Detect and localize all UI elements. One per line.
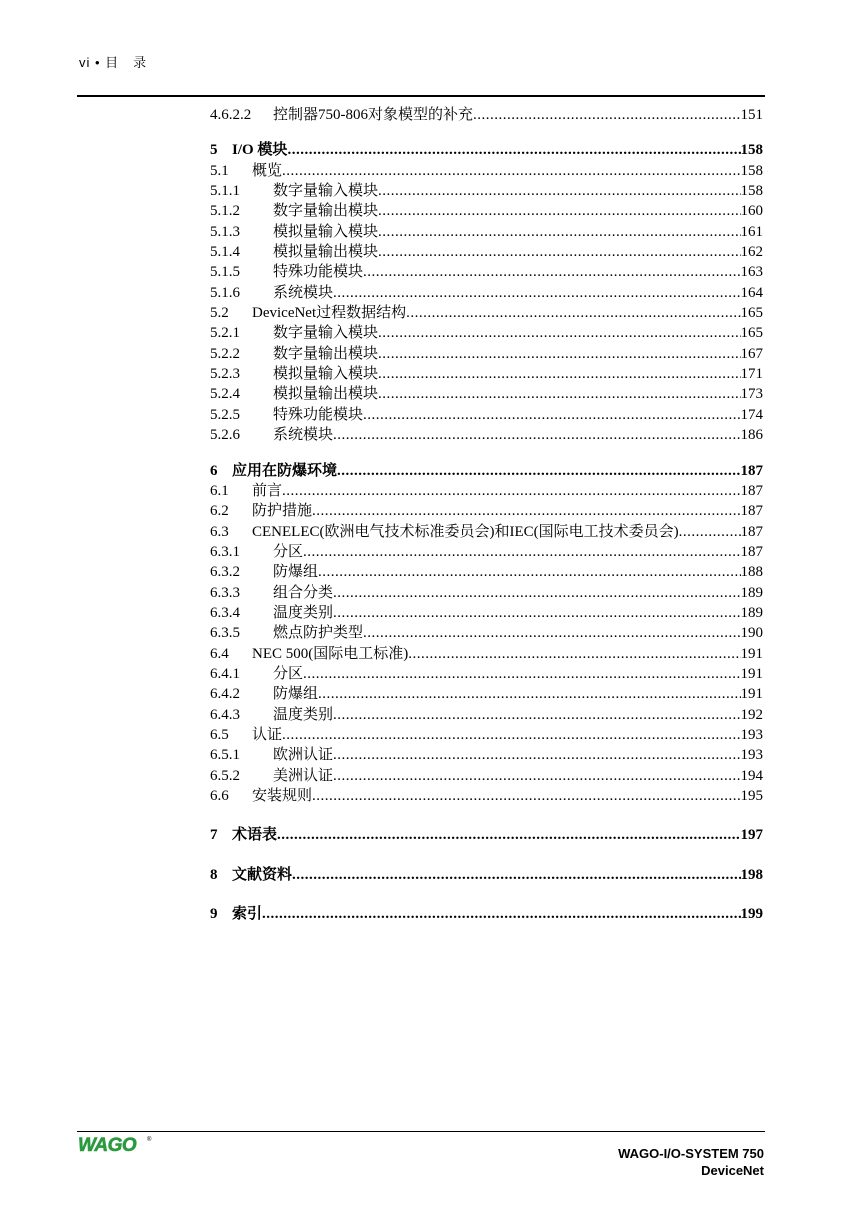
toc-dot-leader [679, 522, 741, 542]
toc-entry-number: 5.2.3 [210, 366, 240, 383]
footer-rule [77, 1131, 765, 1132]
toc-entry-page: 189 [740, 584, 763, 601]
toc-entry-title: 模拟量输出模块 [273, 244, 379, 261]
toc-entry-number: 5.2.2 [210, 345, 240, 362]
toc-entry-number: 6.1 [210, 482, 229, 499]
toc-dot-leader [312, 501, 740, 521]
toc-entry-page: 165 [740, 305, 763, 322]
toc-entry-title: 防爆组 [273, 564, 319, 581]
toc-entry-page: 167 [740, 345, 763, 362]
toc-entry[interactable] [210, 725, 763, 745]
toc-entry-title: 系统模块 [273, 427, 334, 444]
toc-entry-page: 161 [740, 223, 763, 240]
toc-entry-page: 191 [740, 665, 763, 682]
toc-entry[interactable] [210, 161, 763, 181]
toc-entry-page: 192 [740, 706, 763, 723]
toc-dot-leader [333, 425, 740, 445]
toc-dot-leader [378, 201, 740, 221]
svg-text:®: ® [147, 1137, 152, 1143]
toc-entry-title: 模拟量输入模块 [273, 223, 379, 240]
toc-chapter-page: 158 [740, 142, 763, 159]
wago-logo-text: WAGO [78, 1135, 137, 1154]
toc-entry[interactable] [210, 364, 763, 384]
toc-entry-title: 数字量输入模块 [273, 325, 379, 342]
toc-dot-leader [318, 562, 740, 582]
toc-dot-leader [406, 303, 740, 323]
toc-dot-leader [318, 684, 740, 704]
toc-chapter-title: 文献资料 [232, 866, 293, 883]
toc-entry-number: 6.3.3 [210, 584, 240, 601]
toc-dot-leader [363, 405, 740, 425]
toc-chapter-title: I/O 模块 [232, 142, 288, 159]
toc-entry[interactable] [210, 644, 763, 664]
toc-dot-leader [303, 664, 740, 684]
toc-entry-number: 5.1.1 [210, 183, 240, 200]
toc-dot-leader [378, 242, 740, 262]
toc-chapter-number: 6 [210, 462, 218, 479]
toc-entry[interactable] [210, 501, 763, 521]
toc-dot-leader [333, 603, 740, 623]
toc-entry-title: 系统模块 [273, 284, 334, 301]
toc-entry-title: 控制器750-806对象模型的补充 [273, 107, 473, 123]
toc-entry-title: NEC 500(国际电工标准) [252, 645, 409, 662]
toc-entry[interactable] [210, 105, 763, 125]
toc-entry[interactable] [210, 542, 763, 562]
toc-chapter-8[interactable] [210, 865, 763, 885]
toc-entry-number: 6.4 [210, 645, 229, 662]
toc-entry-page: 195 [740, 788, 763, 804]
toc-entry-page: 190 [740, 625, 763, 642]
toc-entry-page: 188 [740, 564, 763, 581]
toc-chapter-title: 应用在防爆环境 [232, 462, 338, 479]
toc-chapter-number: 7 [210, 827, 218, 844]
toc-entry[interactable] [210, 623, 763, 643]
toc-spacer [210, 846, 763, 865]
toc-entry-title: 模拟量输出模块 [273, 386, 379, 403]
toc-entry[interactable] [210, 425, 763, 445]
toc-entry-title: 温度类别 [273, 604, 334, 621]
toc-entry-page: 187 [740, 523, 763, 540]
toc-entry-title: DeviceNet过程数据结构 [252, 305, 407, 322]
toc-entry-page: 187 [740, 482, 763, 499]
toc-entry-number: 6.3.1 [210, 543, 240, 560]
toc-entry[interactable] [210, 323, 763, 343]
toc-entry-number: 5.1.2 [210, 203, 240, 220]
toc-spacer [210, 806, 763, 825]
toc-entry-number: 5.1.6 [210, 284, 240, 301]
footer-product-name: DeviceNet [701, 1163, 764, 1178]
toc-entry-number: 5.1.5 [210, 264, 240, 281]
toc-entry[interactable] [210, 664, 763, 684]
header-rule [77, 95, 765, 97]
toc-entry[interactable] [210, 384, 763, 404]
toc-entry-title: 分区 [273, 543, 304, 560]
toc-entry-page: 151 [740, 107, 763, 123]
toc-entry-title: 数字量输出模块 [273, 203, 379, 220]
toc-chapter-7[interactable] [210, 825, 763, 845]
toc-entry-page: 174 [740, 406, 763, 423]
toc-dot-leader [262, 904, 740, 924]
toc-entry-number: 6.2 [210, 503, 229, 520]
toc-entry-number: 5.1.4 [210, 244, 240, 261]
toc-entry-page: 173 [740, 386, 763, 403]
toc-entry[interactable] [210, 786, 763, 806]
toc-entry[interactable] [210, 303, 763, 323]
toc-entry-title: 数字量输出模块 [273, 345, 379, 362]
toc-spacer [210, 885, 763, 904]
toc-entry-page: 162 [740, 244, 763, 261]
toc-entry-number: 6.4.2 [210, 686, 240, 703]
toc-entry-title: 分区 [273, 665, 304, 682]
toc-dot-leader [378, 222, 740, 242]
toc-entry-title: 燃点防护类型 [273, 625, 364, 642]
toc-entry-page: 165 [740, 325, 763, 342]
toc-entry[interactable] [210, 766, 763, 786]
toc-entry-page: 171 [740, 366, 763, 383]
toc-dot-leader [378, 323, 740, 343]
toc-entry-title: 前言 [252, 482, 283, 499]
toc-entry[interactable] [210, 583, 763, 603]
toc-entry-page: 163 [740, 264, 763, 281]
toc-entry-title: 温度类别 [273, 706, 334, 723]
toc-entry-title: 欧洲认证 [273, 747, 334, 764]
toc-entry-title: 防爆组 [273, 686, 319, 703]
toc-entry-number: 5.1.3 [210, 223, 240, 240]
toc-entry-number: 5.2.1 [210, 325, 240, 342]
toc-entry[interactable] [210, 684, 763, 704]
toc-dot-leader [473, 105, 741, 125]
toc-entry-page: 191 [740, 686, 763, 703]
toc-entry[interactable] [210, 262, 763, 282]
toc-entry[interactable] [210, 344, 763, 364]
toc-chapter-6[interactable] [210, 461, 763, 481]
toc-dot-leader [282, 161, 740, 181]
toc-entry-number: 6.3.2 [210, 564, 240, 581]
toc-dot-leader [363, 262, 740, 282]
toc-entry-page: 158 [740, 183, 763, 200]
toc-entry-number: 6.5 [210, 726, 229, 743]
toc-dot-leader [282, 725, 740, 745]
toc-entry-page: 160 [740, 203, 763, 220]
toc-entry-page: 193 [740, 726, 763, 743]
toc-dot-leader [292, 865, 740, 885]
toc-entry-number: 6.6 [210, 788, 229, 804]
toc-entry-page: 158 [740, 162, 763, 179]
toc-spacer [210, 446, 763, 461]
toc-entry-page: 187 [740, 503, 763, 520]
toc-chapter-page: 198 [740, 866, 763, 883]
toc-dot-leader [333, 283, 740, 303]
toc-entry-title: 概览 [252, 162, 283, 179]
toc-entry-page: 191 [740, 645, 763, 662]
toc-entry-title: 数字量输入模块 [273, 183, 379, 200]
toc-entry[interactable] [210, 181, 763, 201]
toc-entry-page: 164 [740, 284, 763, 301]
toc-entry-number: 5.1 [210, 162, 229, 179]
toc-entry-page: 186 [740, 427, 763, 444]
toc-entry-number: 6.5.1 [210, 747, 240, 764]
toc-entry[interactable] [210, 405, 763, 425]
toc-entry-page: 193 [740, 747, 763, 764]
footer-system-name: WAGO-I/O-SYSTEM 750 [618, 1146, 764, 1161]
toc-entry[interactable] [210, 283, 763, 303]
toc-dot-leader [303, 542, 740, 562]
toc-entry-page: 189 [740, 604, 763, 621]
toc-dot-leader [333, 705, 740, 725]
toc-entry[interactable] [210, 562, 763, 582]
toc-chapter-5[interactable] [210, 140, 763, 160]
toc-chapter-number: 5 [210, 142, 218, 159]
table-of-contents [210, 105, 763, 924]
toc-entry[interactable] [210, 222, 763, 242]
toc-dot-leader [287, 140, 740, 160]
toc-chapter-page: 197 [740, 827, 763, 844]
toc-entry-title: 组合分类 [273, 584, 334, 601]
toc-dot-leader [378, 344, 740, 364]
toc-entry-page: 187 [740, 543, 763, 560]
toc-entry[interactable] [210, 481, 763, 501]
page-footer [618, 1145, 764, 1179]
toc-chapter-title: 术语表 [232, 827, 278, 844]
toc-dot-leader [378, 384, 740, 404]
toc-chapter-9[interactable] [210, 904, 763, 924]
toc-entry-number: 6.3 [210, 523, 229, 540]
toc-entry-title: 模拟量输入模块 [273, 366, 379, 383]
toc-chapter-number: 9 [210, 906, 218, 923]
toc-entry-title: 特殊功能模块 [273, 264, 364, 281]
toc-entry-number: 5.2.6 [210, 427, 240, 444]
toc-entry-number: 6.4.1 [210, 665, 240, 682]
page-header-label: vi • 目 录 [79, 55, 148, 70]
toc-dot-leader [312, 786, 740, 806]
toc-dot-leader [333, 766, 740, 786]
toc-dot-leader [378, 181, 740, 201]
toc-dot-leader [378, 364, 740, 384]
toc-dot-leader [282, 481, 740, 501]
toc-chapter-title: 索引 [232, 906, 263, 923]
wago-logo [78, 1134, 154, 1154]
toc-entry-number: 4.6.2.2 [210, 107, 252, 123]
toc-entry-number: 6.3.4 [210, 604, 240, 621]
toc-entry-title: 特殊功能模块 [273, 406, 364, 423]
toc-entry-page: 194 [740, 767, 763, 784]
toc-entry[interactable] [210, 242, 763, 262]
toc-entry[interactable] [210, 745, 763, 765]
toc-entry-title: CENELEC(欧洲电气技术标准委员会)和IEC(国际电工技术委员会) [252, 523, 679, 540]
toc-entry-number: 5.2.4 [210, 386, 240, 403]
toc-entry-title: 认证 [252, 726, 283, 743]
toc-entry-number: 5.2.5 [210, 406, 240, 423]
toc-entry[interactable] [210, 522, 763, 542]
toc-entry-number: 6.5.2 [210, 767, 240, 784]
toc-entry[interactable] [210, 705, 763, 725]
toc-entry-title: 美洲认证 [273, 767, 334, 784]
toc-entry-title: 防护措施 [252, 503, 313, 520]
toc-chapter-page: 199 [740, 906, 763, 923]
toc-dot-leader [333, 583, 740, 603]
toc-dot-leader [277, 825, 740, 845]
toc-entry-number: 5.2 [210, 305, 229, 322]
toc-dot-leader [333, 745, 740, 765]
toc-dot-leader [363, 623, 740, 643]
toc-dot-leader [337, 461, 740, 481]
toc-entry[interactable] [210, 201, 763, 221]
toc-spacer [210, 125, 763, 140]
toc-chapter-number: 8 [210, 866, 218, 883]
toc-dot-leader [408, 644, 740, 664]
toc-entry-title: 安装规则 [252, 788, 313, 804]
toc-entry-number: 6.3.5 [210, 625, 240, 642]
toc-entry[interactable] [210, 603, 763, 623]
toc-entry-number: 6.4.3 [210, 706, 240, 723]
toc-chapter-page: 187 [740, 462, 763, 479]
